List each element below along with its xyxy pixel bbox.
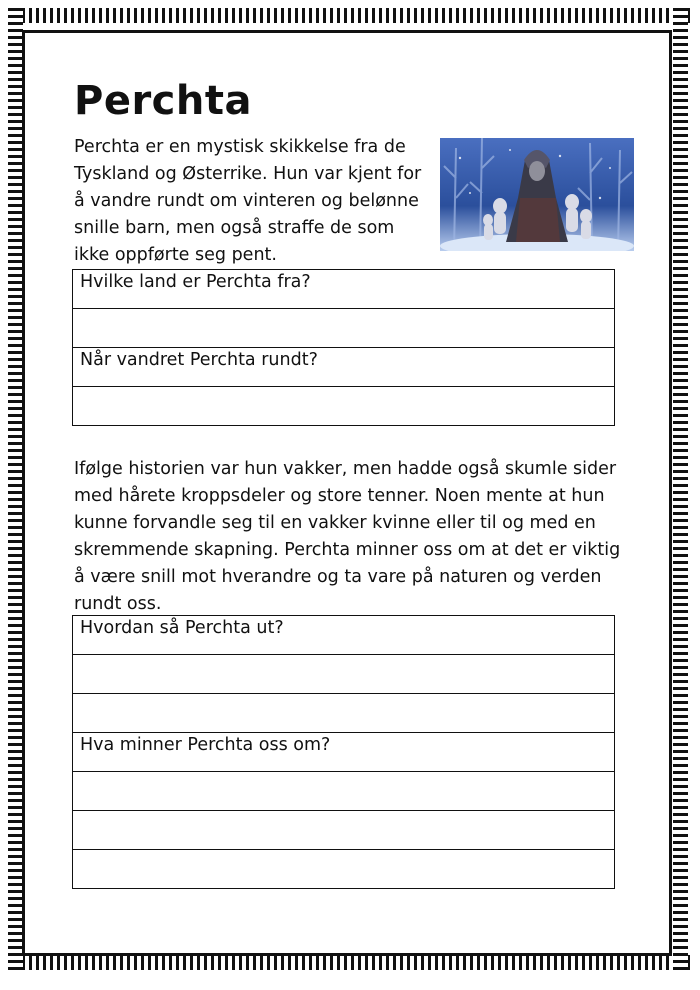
page-title: Perchta: [74, 78, 252, 124]
question-land: Hvilke land er Perchta fra?: [73, 270, 615, 309]
answer-line-lesson-1[interactable]: [73, 772, 615, 811]
table-row: [73, 387, 615, 426]
table-row: [73, 772, 615, 811]
answer-line-lesson-2[interactable]: [73, 811, 615, 850]
decorative-border-bottom: [8, 955, 692, 970]
question-table-2: [72, 615, 615, 889]
decorative-border-top: [8, 8, 692, 23]
question-lesson: Hva minner Perchta oss om?: [73, 733, 615, 772]
question-when: Når vandret Perchta rundt?: [73, 348, 615, 387]
table-row: [73, 655, 615, 694]
table-row: [73, 694, 615, 733]
table-row: [73, 733, 615, 772]
table-row: [73, 270, 615, 309]
answer-line-when[interactable]: [73, 387, 615, 426]
decorative-border-right: [673, 8, 688, 970]
intro-paragraph: Perchta er en mystisk skikkelse fra de Tyskland og Østerrike. Hun var kjent for å vandre rundt om vinteren og belønne snille barn, men også straffe de som ikke oppførte seg pent.: [74, 137, 422, 265]
answer-line-appearance-2[interactable]: [73, 694, 615, 733]
table-row: [73, 616, 615, 655]
story-paragraph: Ifølge historien var hun vakker, men hadde også skumle sider med hårete kroppsdeler og store tenner. Noen mente at hun kunne forvandle seg til en vakker kvinne eller til og med en skremmende skapning. Perchta minner oss om at det er viktig å være snill mot hverandre og ta vare på naturen og verden rundt oss.: [74, 459, 621, 614]
table-row: [73, 811, 615, 850]
decorative-border-left: [8, 8, 23, 970]
question-table-1: [72, 269, 615, 426]
perchta-illustration: [440, 138, 634, 251]
answer-line-land[interactable]: [73, 309, 615, 348]
question-appearance: Hvordan så Perchta ut?: [73, 616, 615, 655]
answer-line-appearance-1[interactable]: [73, 655, 615, 694]
answer-line-lesson-3[interactable]: [73, 850, 615, 889]
table-row: [73, 850, 615, 889]
table-row: [73, 348, 615, 387]
table-row: [73, 309, 615, 348]
